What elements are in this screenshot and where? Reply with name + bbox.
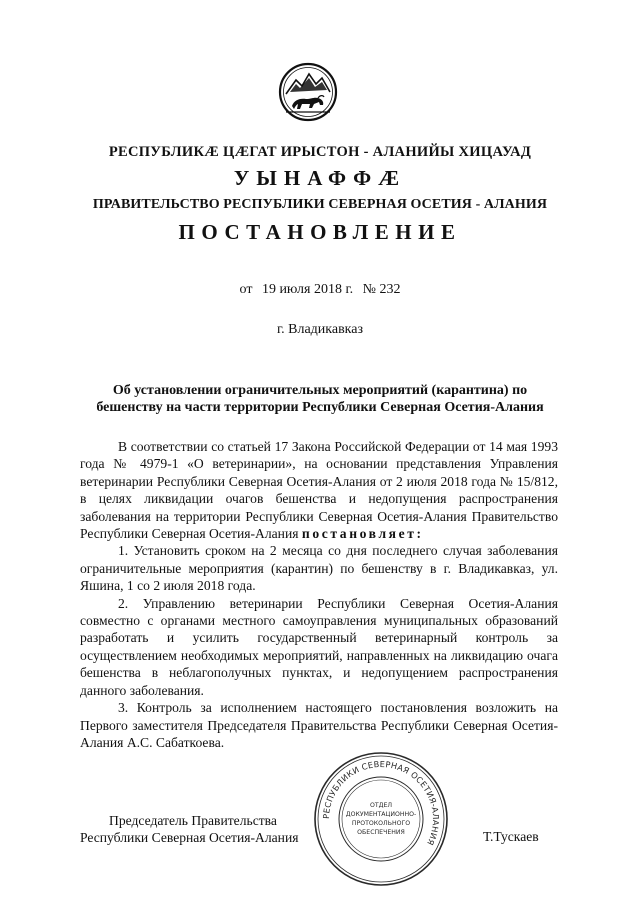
signatory-title (80, 812, 320, 847)
document-number: № 232 (362, 282, 401, 297)
document-date: 19 июля 2018 г. (261, 282, 354, 297)
official-stamp (313, 751, 449, 887)
document-subject: Об установлении ограничительных мероприятий (карантина) по бешенству на части территории Республики Северная Осетия-Алания (96, 383, 544, 415)
header-government-ossetian: УЫНАФФӔ (233, 166, 407, 190)
preamble-text: В соответствии со статьей 17 Закона Российской Федерации от 14 мая 1993 года № 4979-1 «О ветеринарии», на основании представления Управления ветеринарии Республики Северная Осетия-Алания от 2 июля 2018 года № 15/812, в целях ликвидации очагов бешенства и недопущения распространения заболевания на территории Республики Северная Осетия-Алания Правительство Республики Северная Осетия-Алания (80, 439, 558, 542)
stamp-center-line-1: ОТДЕЛ (369, 802, 393, 809)
stamp-center-line-4: ОБЕСПЕЧЕНИЯ (357, 829, 405, 836)
item-1-paragraph: 1. Установить сроком на 2 месяца со дня последнего случая заболевания ограничительные мероприятия (карантин) по бешенству в г. Владикавказ, ул. Яшина, 1 со 2 июля 2018 года. (80, 543, 558, 594)
stamp-center-line-3: ПРОТОКОЛЬНОГО (351, 820, 411, 827)
preamble-paragraph (80, 438, 558, 542)
item-3-paragraph: 3. Контроль за исполнением настоящего постановления возложить на Первого заместителя Председателя Правительства Республики Северная Осетия-Алания А.С. Сабаткоева. (80, 700, 558, 750)
signatory-name: Т.Тускаев (483, 829, 539, 844)
signatory-title-line-1: Председатель Правительства (109, 813, 277, 828)
dateline-from-label: от (239, 282, 253, 297)
document-dateline (0, 282, 640, 298)
coat-of-arms-emblem (278, 62, 338, 122)
header-government-russian: ПРАВИТЕЛЬСТВО РЕСПУБЛИКИ СЕВЕРНАЯ ОСЕТИЯ - АЛАНИЯ (92, 197, 548, 212)
stamp-center-line-2: ДОКУМЕНТАЦИОННО- (345, 811, 417, 818)
header-ossetian-line: РЕСПУБЛИКӔ ЦӔГАТ ИРЫСТОН - АЛАНИЙЫ ХИЦАУАД (108, 144, 532, 160)
signatory-title-line-2: Республики Северная Осетия-Алания (80, 830, 299, 846)
item-2-paragraph: 2. Управлению ветеринарии Республики Северная Осетия-Алания совместно с органами местного самоуправления муниципальных образований разработать и усилить государственный ветеринарный контроль за осуществлением необходимых мероприятий, направленных на ликвидацию очага бешенства в неблагополучных пунктах, и недопущением распространения данного заболевания. (80, 595, 558, 698)
document-type-title: ПОСТАНОВЛЕНИЕ (178, 220, 462, 244)
document-body (80, 438, 558, 751)
stamp-ring-text: РЕСПУБЛИКИ СЕВЕРНАЯ ОСЕТИЯ-АЛАНИЯ (320, 758, 442, 848)
document-city: г. Владикавказ (276, 322, 364, 337)
resolves-word: постановляет: (301, 526, 424, 542)
